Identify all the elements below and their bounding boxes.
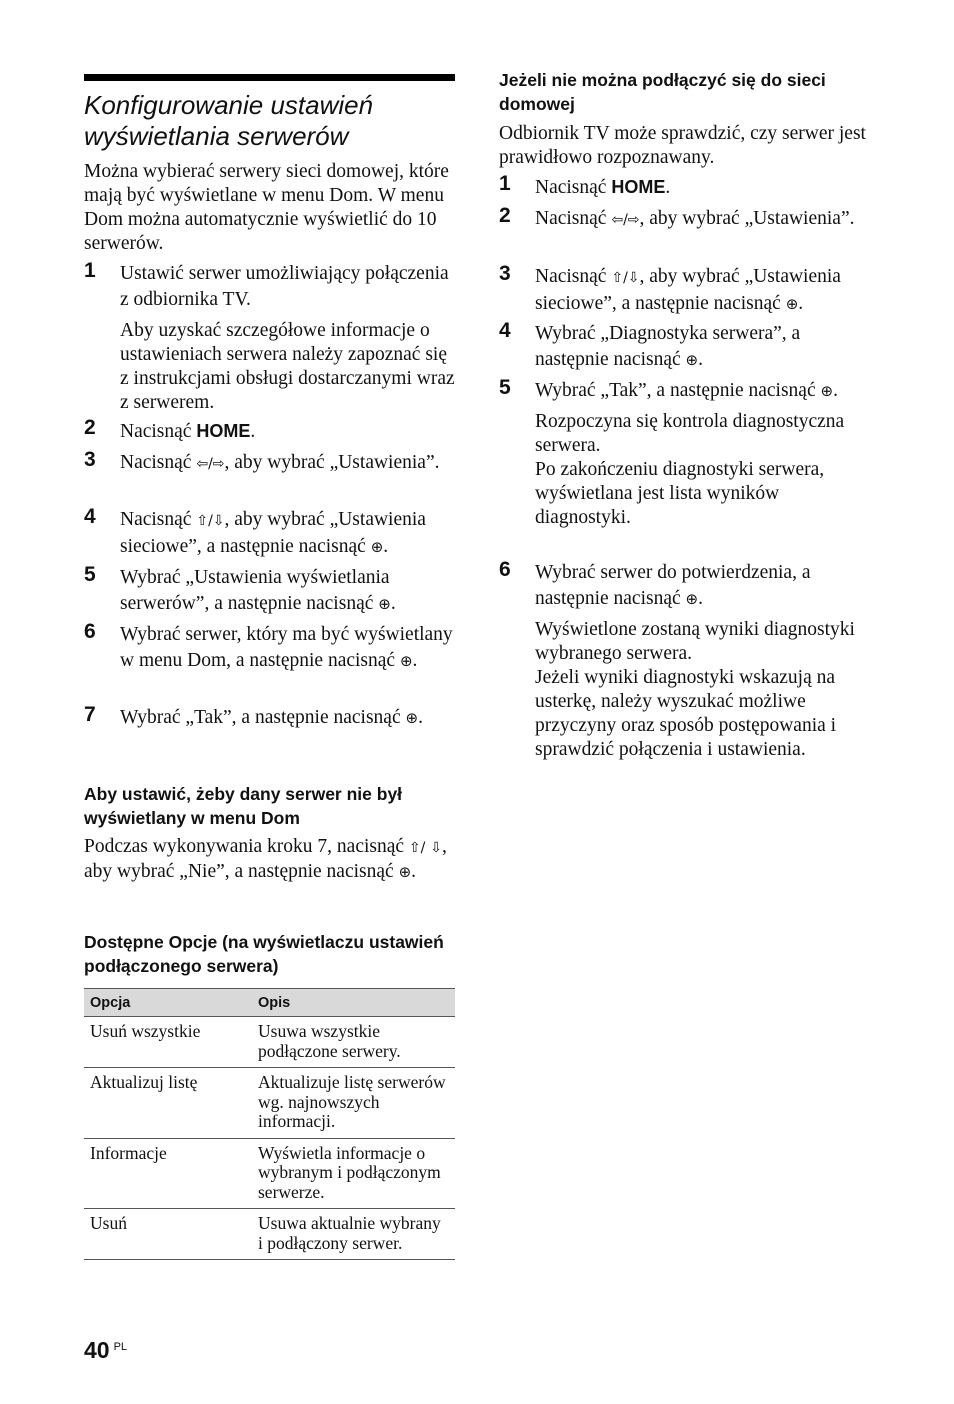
- step-4: [84, 507, 455, 560]
- step-number: 5: [84, 563, 96, 586]
- step-text: Nacisnąć HOME.: [535, 177, 671, 198]
- step-text: Wybrać serwer do potwierdzenia, a następnie nacisnąć ⊕.: [535, 562, 811, 609]
- step-text: Wybrać „Ustawienia wyświetlania serwerów”, a następnie nacisnąć ⊕.: [120, 567, 396, 614]
- page-language: PL: [113, 1341, 128, 1353]
- column-header-description: Opis: [252, 989, 455, 1017]
- step-note: Wyświetlone zostaną wyniki diagnostyki wybranego serwera. Jeżeli wyniki diagnostyki wskazują na usterkę, należy wyszukać możliwe przyczyny oraz sposób postępowania i sprawdzić połączenia i ustawienia.: [535, 619, 855, 760]
- diag-step-5: [499, 378, 871, 530]
- step-5: [84, 565, 455, 617]
- enter-icon: ⊕: [820, 382, 834, 400]
- option-name: Informacje: [84, 1138, 252, 1209]
- page-number: 40 $^{PL}$: [84, 1337, 128, 1363]
- enter-icon: ⊕: [685, 351, 699, 369]
- title-rule: [84, 74, 455, 81]
- table-row: [84, 1068, 455, 1139]
- table-row: [84, 1138, 455, 1209]
- step-text: Nacisnąć ⇦/⇨, aby wybrać „Ustawienia”.: [535, 208, 855, 229]
- enter-icon: ⊕: [785, 295, 799, 313]
- step-note: Rozpoczyna się kontrola diagnostyczna serwera. Po zakończeniu diagnostyki serwera, wyświetlana jest lista wyników diagnostyki.: [535, 411, 845, 528]
- step-number: 1: [499, 172, 511, 195]
- step-number: 2: [84, 416, 96, 439]
- step-number: 6: [499, 558, 511, 581]
- diag-step-2: [499, 206, 871, 233]
- up-down-arrows-icon: ⇧/⇩: [611, 270, 640, 286]
- diag-step-3: [499, 264, 871, 317]
- option-name: Usuń: [84, 1209, 252, 1260]
- step-text: Nacisnąć ⇦/⇨, aby wybrać „Ustawienia”.: [120, 452, 440, 473]
- step-7: [84, 705, 455, 731]
- hide-server-text: Podczas wykonywania kroku 7, nacisnąć ⇧/ ⇩, aby wybrać „Nie”, a następnie nacisnąć ⊕.: [84, 836, 447, 882]
- step-number: 7: [84, 703, 96, 726]
- enter-icon: ⊕: [685, 590, 699, 608]
- page-title: Konfigurowanie ustawień wyświetlania serwerów: [84, 90, 374, 151]
- enter-icon: ⊕: [398, 863, 412, 881]
- option-name: Aktualizuj listę: [84, 1068, 252, 1139]
- network-trouble-intro: Odbiornik TV może sprawdzić, czy serwer jest prawidłowo rozpoznawany.: [499, 123, 866, 168]
- options-heading: Dostępne Opcje (na wyświetlaczu ustawień podłączonego serwera): [84, 932, 444, 976]
- up-down-arrows-icon: ⇧/⇩: [196, 513, 225, 529]
- home-button-label: HOME: [611, 177, 666, 197]
- step-text: Nacisnąć ⇧/⇩, aby wybrać „Ustawienia sieciowe”, a następnie nacisnąć ⊕.: [535, 266, 841, 314]
- step-3: [84, 450, 455, 477]
- step-number: 6: [84, 620, 96, 643]
- step-text: Nacisnąć ⇧/⇩, aby wybrać „Ustawienia sieciowe”, a następnie nacisnąć ⊕.: [120, 509, 426, 557]
- step-2: [84, 418, 455, 445]
- left-right-arrows-icon: ⇦/⇨: [611, 212, 640, 228]
- step-text: Wybrać „Diagnostyka serwera”, a następnie nacisnąć ⊕.: [535, 323, 801, 370]
- column-header-option: Opcja: [84, 989, 252, 1017]
- step-note: Aby uzyskać szczegółowe informacje o ustawieniach serwera należy zapoznać się z instrukcjami obsługi dostarczanymi wraz z serwerem.: [120, 320, 455, 413]
- step-number: 3: [499, 262, 511, 285]
- step-text: Nacisnąć HOME.: [120, 421, 256, 442]
- up-arrow-icon: ⇧/: [408, 840, 426, 856]
- table-header-row: [84, 989, 455, 1017]
- down-arrow-icon: ⇩: [430, 840, 442, 856]
- options-table: [84, 988, 455, 1260]
- step-6: [84, 622, 455, 674]
- step-number: 3: [84, 448, 96, 471]
- options-table-wrap: [84, 988, 455, 1260]
- step-text: Wybrać „Tak”, a następnie nacisnąć ⊕.: [120, 707, 423, 728]
- enter-icon: ⊕: [399, 652, 413, 670]
- step-number: 1: [84, 259, 96, 282]
- option-description: Usuwa wszystkie podłączone serwery.: [252, 1017, 455, 1068]
- enter-icon: ⊕: [378, 595, 391, 613]
- diag-step-6: [499, 560, 871, 762]
- table-row: [84, 1017, 455, 1068]
- option-name: Usuń wszystkie: [84, 1017, 252, 1068]
- step-number: 4: [499, 319, 511, 342]
- step-number: 4: [84, 505, 96, 528]
- step-number: 2: [499, 204, 511, 227]
- step-text: Ustawić serwer umożliwiający połączenia z odbiornika TV.: [120, 263, 449, 310]
- table-row: [84, 1209, 455, 1260]
- enter-icon: ⊕: [405, 709, 419, 727]
- diag-step-1: [499, 174, 871, 201]
- home-button-label: HOME: [196, 421, 251, 441]
- network-trouble-heading: Jeżeli nie można podłączyć się do sieci domowej: [499, 70, 826, 114]
- step-text: Wybrać „Tak”, a następnie nacisnąć ⊕.: [535, 380, 838, 401]
- diag-step-4: [499, 321, 871, 373]
- enter-icon: ⊕: [370, 538, 384, 556]
- option-description: Wyświetla informacje o wybranym i podłączonym serwerze.: [252, 1138, 455, 1209]
- intro-text: Można wybierać serwery sieci domowej, które mają być wyświetlane w menu Dom. W menu Dom można automatycznie wyświetlić do 10 serwerów.: [84, 161, 449, 254]
- hide-server-heading: Aby ustawić, żeby dany serwer nie był wyświetlany w menu Dom: [84, 784, 403, 828]
- step-text: Wybrać serwer, który ma być wyświetlany w menu Dom, a następnie nacisnąć ⊕.: [120, 624, 453, 671]
- left-right-arrows-icon: ⇦/⇨: [196, 456, 225, 472]
- option-description: Usuwa aktualnie wybrany i podłączony serwer.: [252, 1209, 455, 1260]
- step-1: [84, 261, 455, 415]
- step-number: 5: [499, 376, 511, 399]
- option-description: Aktualizuje listę serwerów wg. najnowszych informacji.: [252, 1068, 455, 1139]
